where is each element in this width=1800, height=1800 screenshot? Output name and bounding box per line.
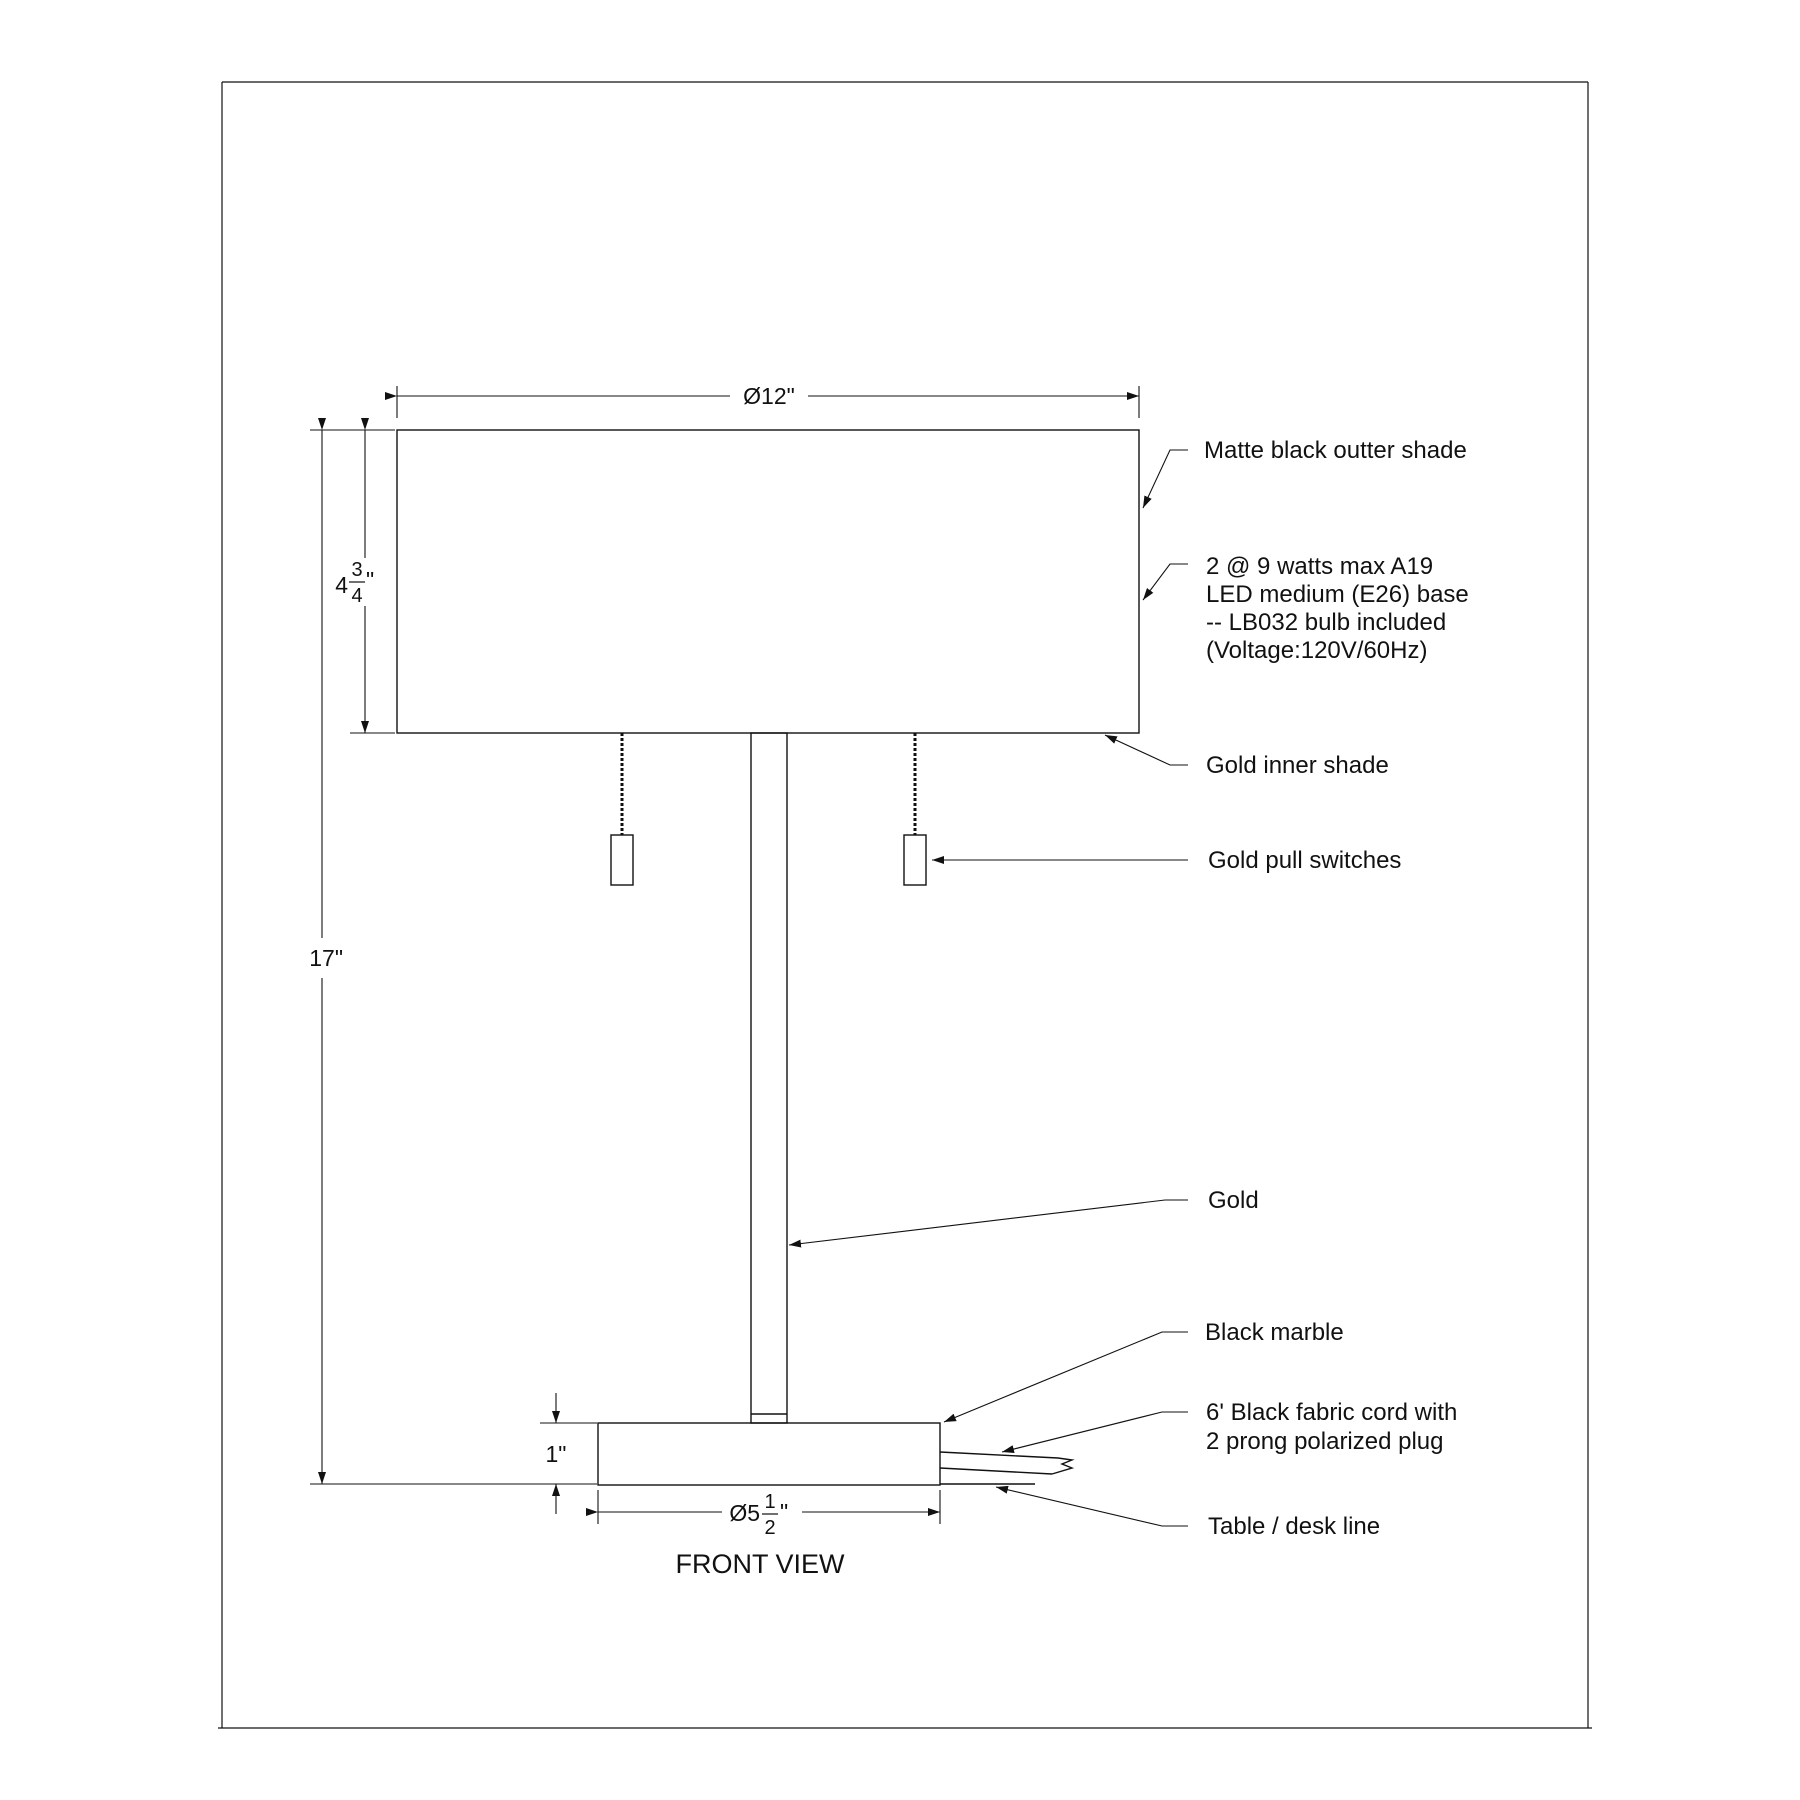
lamp-outline xyxy=(397,430,1139,1485)
lamp-stem xyxy=(751,733,787,1423)
lamp-shade xyxy=(397,430,1139,733)
lamp-base xyxy=(598,1423,940,1485)
leader-outer-shade xyxy=(1143,450,1188,508)
dim-base-height: 1" xyxy=(545,1441,567,1467)
view-title: FRONT VIEW xyxy=(675,1549,845,1579)
leader-inner-shade xyxy=(1105,735,1188,765)
svg-text:Ø5: Ø5 xyxy=(729,1500,760,1526)
callout-outer-shade: Matte black outter shade xyxy=(1204,437,1467,464)
dim-overall-height: 17" xyxy=(309,945,343,971)
svg-text:4: 4 xyxy=(335,572,348,598)
leader-bulb xyxy=(1143,564,1188,600)
svg-text:2 prong polarized plug: 2 prong polarized plug xyxy=(1206,1428,1444,1455)
pull-switch-left xyxy=(611,835,633,885)
dim-shade-width: Ø12" xyxy=(743,383,795,409)
pull-chain-left xyxy=(611,733,633,885)
leader-cord xyxy=(1002,1412,1188,1452)
svg-text:4: 4 xyxy=(351,585,363,607)
callout-cord xyxy=(1206,1399,1457,1455)
pull-chain-right xyxy=(904,733,926,885)
callout-base-material: Black marble xyxy=(1205,1319,1344,1346)
dim-shade-height xyxy=(335,559,374,607)
svg-text:(Voltage:120V/60Hz): (Voltage:120V/60Hz) xyxy=(1206,637,1428,664)
leader-lines xyxy=(789,450,1188,1526)
svg-text:": " xyxy=(780,1499,789,1525)
sheet-border xyxy=(218,82,1592,1728)
svg-text:2 @ 9 watts max A19: 2 @ 9 watts max A19 xyxy=(1206,553,1434,580)
dim-base-diameter xyxy=(729,1491,788,1539)
svg-text:6' Black fabric cord with: 6' Black fabric cord with xyxy=(1206,1399,1458,1426)
pull-switch-right xyxy=(904,835,926,885)
callout-bulb xyxy=(1206,553,1469,664)
svg-text:1: 1 xyxy=(764,1491,776,1513)
callout-pull-switches: Gold pull switches xyxy=(1208,847,1402,874)
dimension-lines xyxy=(310,386,1139,1524)
svg-text:2: 2 xyxy=(764,1517,776,1539)
svg-text:3: 3 xyxy=(351,559,363,581)
leader-base xyxy=(944,1332,1188,1422)
leader-stem xyxy=(789,1200,1188,1245)
callout-stem: Gold xyxy=(1208,1187,1259,1214)
svg-text:": " xyxy=(366,567,375,593)
leader-table-line xyxy=(996,1487,1188,1526)
callout-inner-shade: Gold inner shade xyxy=(1206,752,1389,779)
svg-text:LED medium (E26) base: LED medium (E26) base xyxy=(1206,581,1469,608)
svg-text:-- LB032 bulb included: -- LB032 bulb included xyxy=(1206,609,1447,636)
callout-table-line: Table / desk line xyxy=(1208,1513,1381,1540)
power-cord xyxy=(940,1452,1072,1474)
